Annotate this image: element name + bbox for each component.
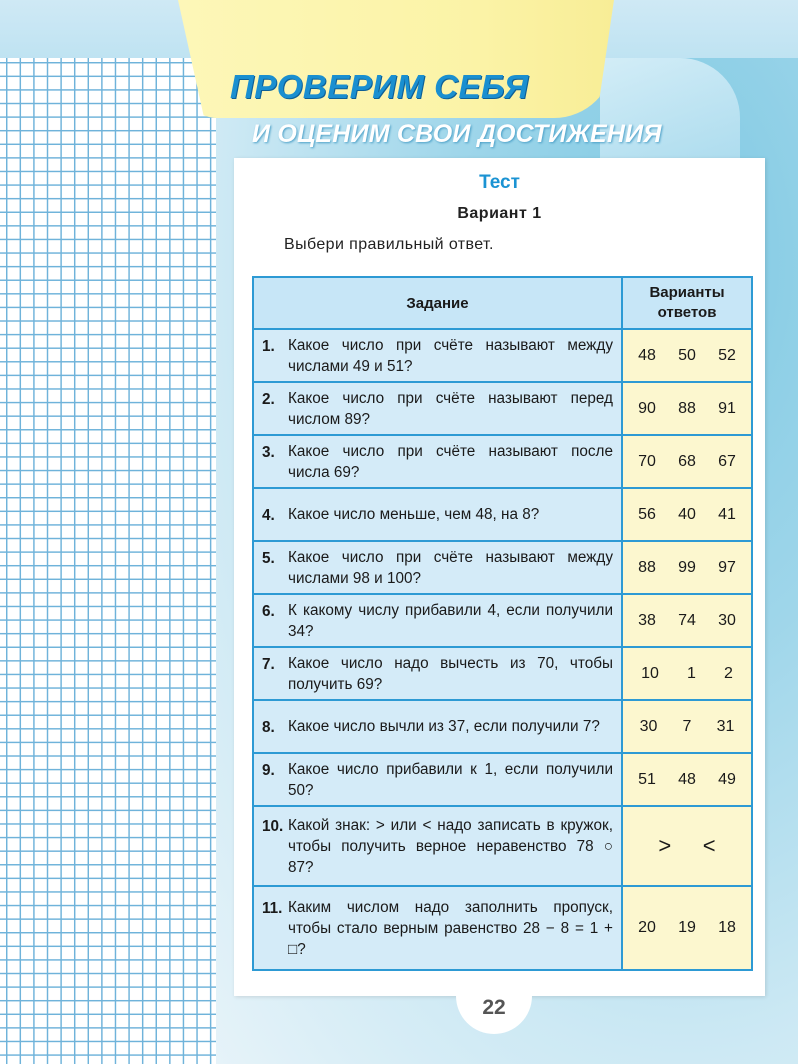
answer-option[interactable]: 48 — [678, 770, 696, 788]
answer-option[interactable]: 70 — [638, 452, 656, 470]
variant-label: Вариант 1 — [457, 205, 542, 222]
answer-option[interactable]: 52 — [718, 346, 736, 364]
question-text: Какое число при счёте называют между числами 98 и 100? — [288, 548, 613, 587]
answer-option[interactable]: 40 — [678, 505, 696, 523]
question-cell — [254, 648, 623, 701]
answer-option[interactable]: 31 — [716, 717, 735, 735]
question-number: 1. — [262, 337, 275, 355]
question-number: 3. — [262, 443, 275, 461]
answer-option[interactable]: 18 — [718, 919, 736, 936]
decorative-shape — [600, 58, 740, 168]
answer-options — [623, 330, 751, 383]
question-text: Какое число меньше, чем 48, на 8? — [288, 506, 540, 523]
question-text: Какое число при счёте называют после числа 69? — [288, 442, 613, 481]
answer-option[interactable]: 10 — [641, 664, 659, 682]
answer-option[interactable]: 90 — [638, 399, 656, 417]
answer-option[interactable]: > — [658, 833, 672, 858]
question-number: 4. — [262, 506, 275, 524]
answer-options — [623, 807, 751, 887]
answer-option[interactable]: 30 — [639, 717, 658, 735]
page-number: 22 — [482, 996, 506, 1019]
answer-option[interactable]: 49 — [718, 770, 736, 788]
question-cell — [254, 436, 623, 489]
answer-option[interactable]: 88 — [638, 558, 656, 576]
answer-options — [623, 383, 751, 436]
answer-options — [623, 701, 751, 754]
answer-options — [623, 489, 751, 542]
question-text: Какое число вычли из 37, если получили 7? — [288, 718, 600, 735]
question-text: Какое число при счёте называют перед числом 89? — [288, 389, 613, 428]
graph-paper-margin — [0, 58, 216, 1064]
question-cell — [254, 330, 623, 383]
answer-option[interactable]: 68 — [678, 452, 696, 470]
answer-option[interactable]: 50 — [678, 346, 696, 364]
question-cell — [254, 595, 623, 648]
question-cell — [254, 383, 623, 436]
answer-option[interactable]: 1 — [686, 664, 696, 682]
answer-option[interactable]: 97 — [718, 558, 736, 576]
answer-options — [623, 595, 751, 648]
test-table — [252, 276, 753, 971]
test-title: Тест — [479, 172, 520, 193]
question-text: Какой знак: > или < надо записать в кружок, чтобы получить верное неравенство 78 ○ 87? — [288, 816, 613, 876]
answer-option[interactable]: 41 — [718, 505, 736, 523]
question-text: Какое число надо вычесть из 70, чтобы получить 69? — [288, 654, 613, 693]
question-number: 6. — [262, 602, 275, 620]
answer-option[interactable]: 56 — [638, 505, 656, 523]
page-subtitle: И ОЦЕНИМ СВОИ ДОСТИЖЕНИЯ — [252, 120, 662, 148]
answer-options — [623, 648, 751, 701]
answer-option[interactable]: 19 — [678, 919, 696, 936]
question-number: 2. — [262, 390, 275, 408]
answer-options — [623, 754, 751, 807]
answer-options — [623, 887, 751, 969]
question-cell — [254, 887, 623, 969]
answer-option[interactable]: < — [702, 833, 716, 858]
question-cell — [254, 807, 623, 887]
answer-option[interactable]: 91 — [718, 399, 736, 417]
question-cell — [254, 754, 623, 807]
answer-options — [623, 542, 751, 595]
answer-option[interactable]: 51 — [638, 770, 656, 788]
question-cell — [254, 489, 623, 542]
answer-option[interactable]: 67 — [718, 452, 736, 470]
answer-option[interactable]: 38 — [638, 611, 656, 629]
question-cell — [254, 701, 623, 754]
answer-option[interactable]: 30 — [718, 611, 736, 629]
instruction-text: Выбери правильный ответ. — [284, 236, 494, 253]
header-answers-line1: Варианты — [649, 284, 725, 301]
answer-option[interactable]: 74 — [678, 611, 696, 629]
question-number: 7. — [262, 655, 275, 673]
question-number: 8. — [262, 718, 275, 736]
question-text: К какому числу прибавили 4, если получили 34? — [288, 601, 613, 640]
answer-option[interactable]: 2 — [724, 664, 733, 682]
question-text: Какое число при счёте называют между числами 49 и 51? — [288, 336, 613, 375]
question-cell — [254, 542, 623, 595]
question-number: 10. — [262, 817, 284, 835]
answer-option[interactable]: 99 — [678, 558, 696, 576]
answer-option[interactable]: 20 — [638, 919, 656, 936]
answer-options — [623, 436, 751, 489]
question-number: 9. — [262, 761, 275, 779]
answer-option[interactable]: 88 — [678, 399, 696, 417]
test-card — [234, 158, 765, 996]
page-title: ПРОВЕРИМ СЕБЯ — [230, 68, 529, 105]
answer-option[interactable]: 7 — [682, 717, 692, 735]
header-answers — [623, 278, 751, 330]
answer-option[interactable]: 48 — [638, 346, 656, 364]
header-answers-line2: ответов — [657, 304, 717, 321]
question-number: 11. — [262, 899, 283, 917]
question-number: 5. — [262, 549, 275, 567]
question-text: Какое число прибавили к 1, если получили 50? — [288, 760, 613, 799]
question-text: Каким числом надо заполнить пропуск, чтобы стало верным равенство 28 − 8 = 1 + □? — [288, 898, 613, 958]
header-task: Задание — [254, 278, 623, 330]
